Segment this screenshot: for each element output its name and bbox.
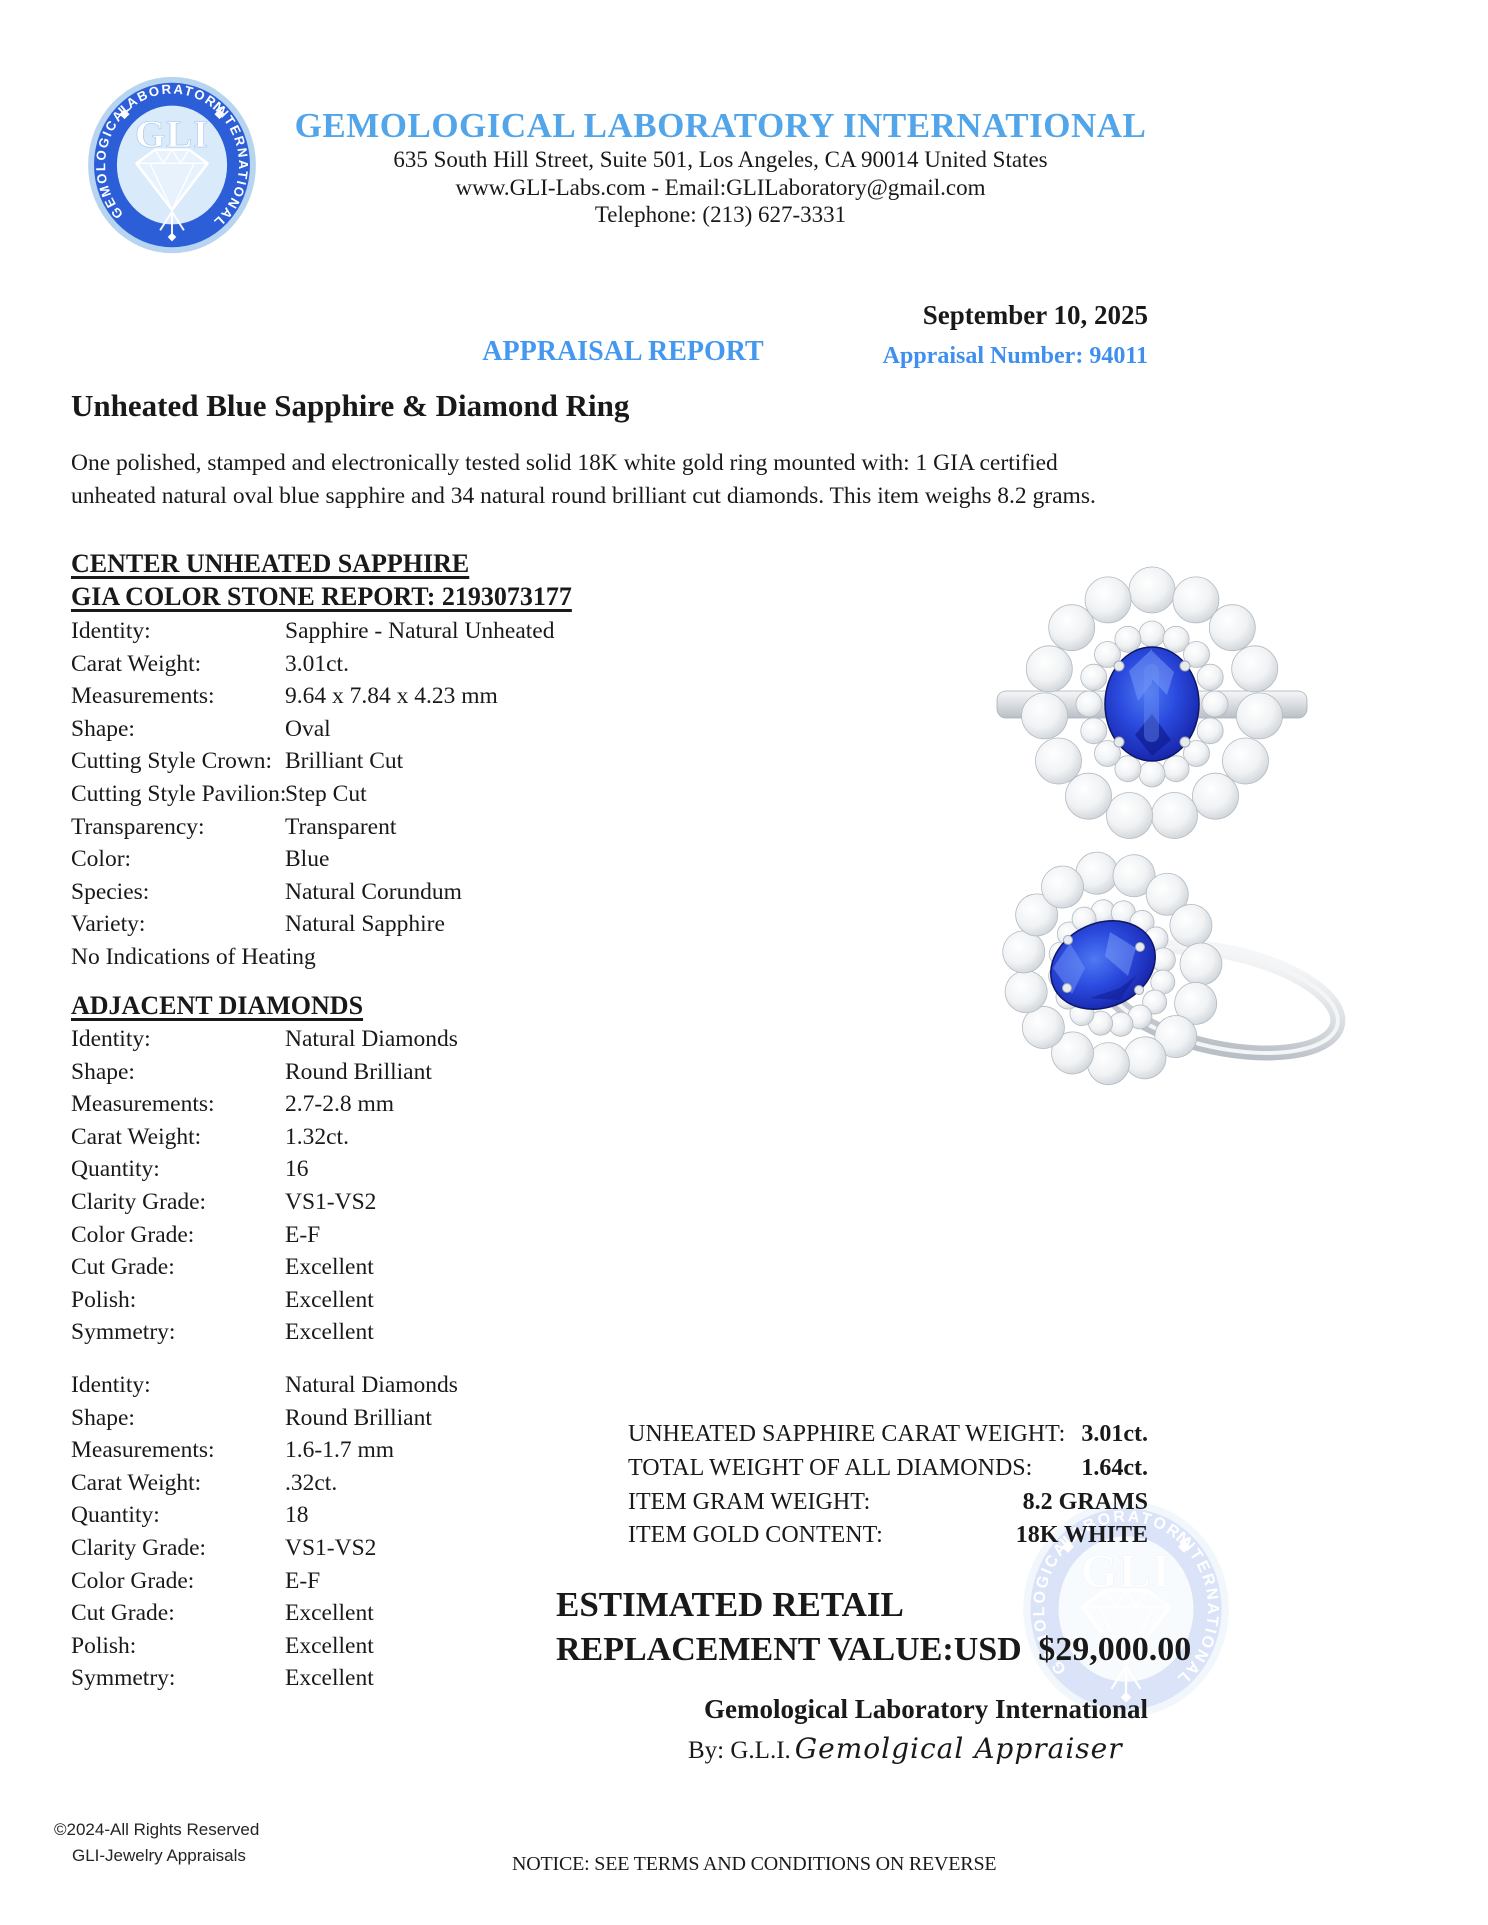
spec-row (71, 716, 691, 749)
spec-label: Shape: (71, 715, 135, 742)
spec-value: VS1-VS2 (285, 1188, 377, 1215)
spec-row (71, 683, 691, 716)
summary-row (628, 1522, 1148, 1556)
terms-notice: NOTICE: SEE TERMS AND CONDITIONS ON REVERSE (512, 1853, 997, 1875)
spec-label: Transparency: (71, 813, 205, 840)
spec-value: 1.32ct. (285, 1123, 349, 1150)
spec-row (71, 781, 691, 814)
no-heating-note: No Indications of Heating (71, 944, 316, 970)
spec-value: VS1-VS2 (285, 1534, 377, 1561)
spec-value: 3.01ct. (285, 650, 349, 677)
spec-label: Carat Weight: (71, 1123, 202, 1150)
replacement-value-label: REPLACEMENT VALUE: (556, 1631, 954, 1668)
spec-label: Clarity Grade: (71, 1534, 207, 1561)
spec-row (71, 911, 691, 944)
spec-value: 16 (285, 1156, 309, 1183)
replacement-value-row (556, 1631, 1192, 1669)
spec-label: Clarity Grade: (71, 1188, 207, 1215)
summary-row (628, 1421, 1148, 1455)
spec-row (71, 1665, 691, 1698)
spec-value: 1.6-1.7 mm (285, 1437, 395, 1464)
spec-row (71, 879, 691, 912)
spec-value: Natural Corundum (285, 878, 462, 905)
spec-label: Variety: (71, 911, 146, 938)
summary-table (628, 1421, 1148, 1556)
sapphire-section-heading: CENTER UNHEATED SAPPHIRE (71, 549, 470, 578)
spec-label: Polish: (71, 1632, 137, 1659)
appraisal-number: Appraisal Number: 94011 (882, 343, 1148, 369)
ring-photo-top-view (985, 552, 1320, 857)
spec-label: Color Grade: (71, 1221, 195, 1248)
spec-label: Quantity: (71, 1502, 160, 1529)
letterhead (268, 106, 1173, 229)
spec-label: Measurements: (71, 683, 215, 710)
spec-row (71, 846, 691, 879)
spec-row (71, 1502, 691, 1535)
diamonds-section-heading: ADJACENT DIAMONDS (71, 991, 364, 1020)
spec-value: .32ct. (285, 1469, 338, 1496)
signature-company: Gemological Laboratory International (704, 1694, 1148, 1724)
spec-value: Round Brilliant (285, 1058, 432, 1085)
spec-value: Brilliant Cut (285, 748, 404, 775)
spec-value: Transparent (285, 813, 397, 840)
spec-label: Cutting Style Pavilion: (71, 780, 287, 807)
spec-label: Identity: (71, 1026, 151, 1052)
spec-row (71, 1189, 691, 1222)
diamonds-spec-table-1 (71, 1026, 691, 1352)
estimated-retail-label: ESTIMATED RETAIL (556, 1585, 904, 1624)
spec-value: 9.64 x 7.84 x 4.23 mm (285, 683, 498, 710)
org-web-email: www.GLI-Labs.com - Email:GLILaboratory@gmail.com (455, 174, 986, 200)
spec-row (71, 814, 691, 847)
summary-value: 1.64ct. (1081, 1454, 1148, 1481)
spec-label: Color: (71, 846, 132, 873)
signature-by-label: By: G.L.I. (688, 1737, 791, 1764)
spec-label: Symmetry: (71, 1665, 176, 1692)
spec-row (71, 1405, 691, 1438)
spec-value: Natural Diamonds (285, 1026, 458, 1052)
spec-value: 2.7-2.8 mm (285, 1091, 395, 1118)
spec-row (71, 1124, 691, 1157)
spec-row (71, 1437, 691, 1470)
signature-byline (688, 1732, 1123, 1765)
spec-value: Excellent (285, 1600, 374, 1627)
appraiser-signature: Gemolgical Appraiser (794, 1732, 1123, 1765)
spec-value: Round Brilliant (285, 1404, 432, 1431)
spec-value: Excellent (285, 1319, 374, 1346)
summary-value: 18K WHITE (1015, 1522, 1148, 1549)
spec-row (71, 1319, 691, 1352)
spec-value: Excellent (285, 1286, 374, 1313)
spec-row (71, 748, 691, 781)
replacement-value-amount: USD $29,000.00 (953, 1631, 1192, 1668)
spec-row (71, 651, 691, 684)
spec-row (71, 1156, 691, 1189)
spec-value: E-F (285, 1221, 321, 1248)
summary-row (628, 1489, 1148, 1523)
spec-label: Cut Grade: (71, 1600, 175, 1627)
spec-value: E-F (285, 1567, 321, 1594)
spec-value: Excellent (285, 1254, 374, 1281)
report-type-heading: APPRAISAL REPORT (482, 336, 764, 367)
spec-label: Color Grade: (71, 1567, 195, 1594)
report-date: September 10, 2025 (922, 300, 1148, 330)
description-line-2: unheated natural oval blue sapphire and 34 natural round brilliant cut diamonds. This item weighs 8.2 grams. (71, 483, 1096, 509)
spec-label: Measurements: (71, 1437, 215, 1464)
spec-value: Natural Diamonds (285, 1372, 458, 1398)
summary-label: TOTAL WEIGHT OF ALL DIAMONDS: (628, 1454, 1033, 1481)
spec-label: Measurements: (71, 1091, 215, 1118)
item-title: Unheated Blue Sapphire & Diamond Ring (71, 388, 630, 423)
spec-row (71, 1059, 691, 1092)
summary-label: UNHEATED SAPPHIRE CARAT WEIGHT: (628, 1421, 1066, 1447)
spec-label: Identity: (71, 1372, 151, 1398)
spec-row (71, 1254, 691, 1287)
org-name: GEMOLOGICAL LABORATORY INTERNATIONAL (294, 106, 1147, 145)
item-description (71, 447, 1096, 513)
sapphire-spec-table (71, 618, 691, 944)
spec-value: Step Cut (285, 780, 367, 807)
spec-value: 18 (285, 1502, 309, 1529)
spec-row (71, 1535, 691, 1568)
description-line-1: One polished, stamped and electronically tested solid 18K white gold ring mounted with: 1 GIA certified (71, 450, 1058, 476)
spec-label: Shape: (71, 1404, 135, 1431)
spec-row (71, 1222, 691, 1255)
copyright-line-2: GLI-Jewelry Appraisals (72, 1846, 246, 1865)
gia-report-heading: GIA COLOR STONE REPORT: 2193073177 (71, 582, 572, 611)
spec-value: Excellent (285, 1632, 374, 1659)
spec-label: Shape: (71, 1058, 135, 1085)
spec-value: Oval (285, 715, 331, 742)
summary-label: ITEM GOLD CONTENT: (628, 1522, 883, 1549)
spec-label: Quantity: (71, 1156, 160, 1183)
summary-label: ITEM GRAM WEIGHT: (628, 1488, 871, 1515)
gli-logo (86, 76, 258, 254)
spec-label: Polish: (71, 1286, 137, 1313)
spec-label: Cutting Style Crown: (71, 748, 273, 775)
spec-row (71, 1026, 691, 1059)
spec-label: Identity: (71, 618, 151, 644)
spec-label: Cut Grade: (71, 1254, 175, 1281)
spec-value: Sapphire - Natural Unheated (285, 618, 555, 644)
spec-value: Blue (285, 846, 330, 873)
spec-row (71, 1091, 691, 1124)
spec-row (71, 1470, 691, 1503)
spec-row (71, 1287, 691, 1320)
copyright-line-1: ©2024-All Rights Reserved (54, 1820, 260, 1839)
spec-label: Symmetry: (71, 1319, 176, 1346)
spec-value: Excellent (285, 1665, 374, 1692)
summary-value: 8.2 GRAMS (1022, 1488, 1148, 1515)
summary-value: 3.01ct. (1081, 1421, 1148, 1447)
org-address: 635 South Hill Street, Suite 501, Los Angeles, CA 90014 United States (393, 147, 1048, 172)
summary-row (628, 1455, 1148, 1489)
ring-photo-side-view (950, 848, 1355, 1093)
spec-value: Natural Sapphire (285, 911, 445, 938)
spec-row (71, 1372, 691, 1405)
spec-label: Carat Weight: (71, 1469, 202, 1496)
spec-label: Species: (71, 878, 150, 905)
spec-label: Carat Weight: (71, 650, 202, 677)
spec-row (71, 618, 691, 651)
org-phone: Telephone: (213) 627-3331 (594, 202, 847, 227)
